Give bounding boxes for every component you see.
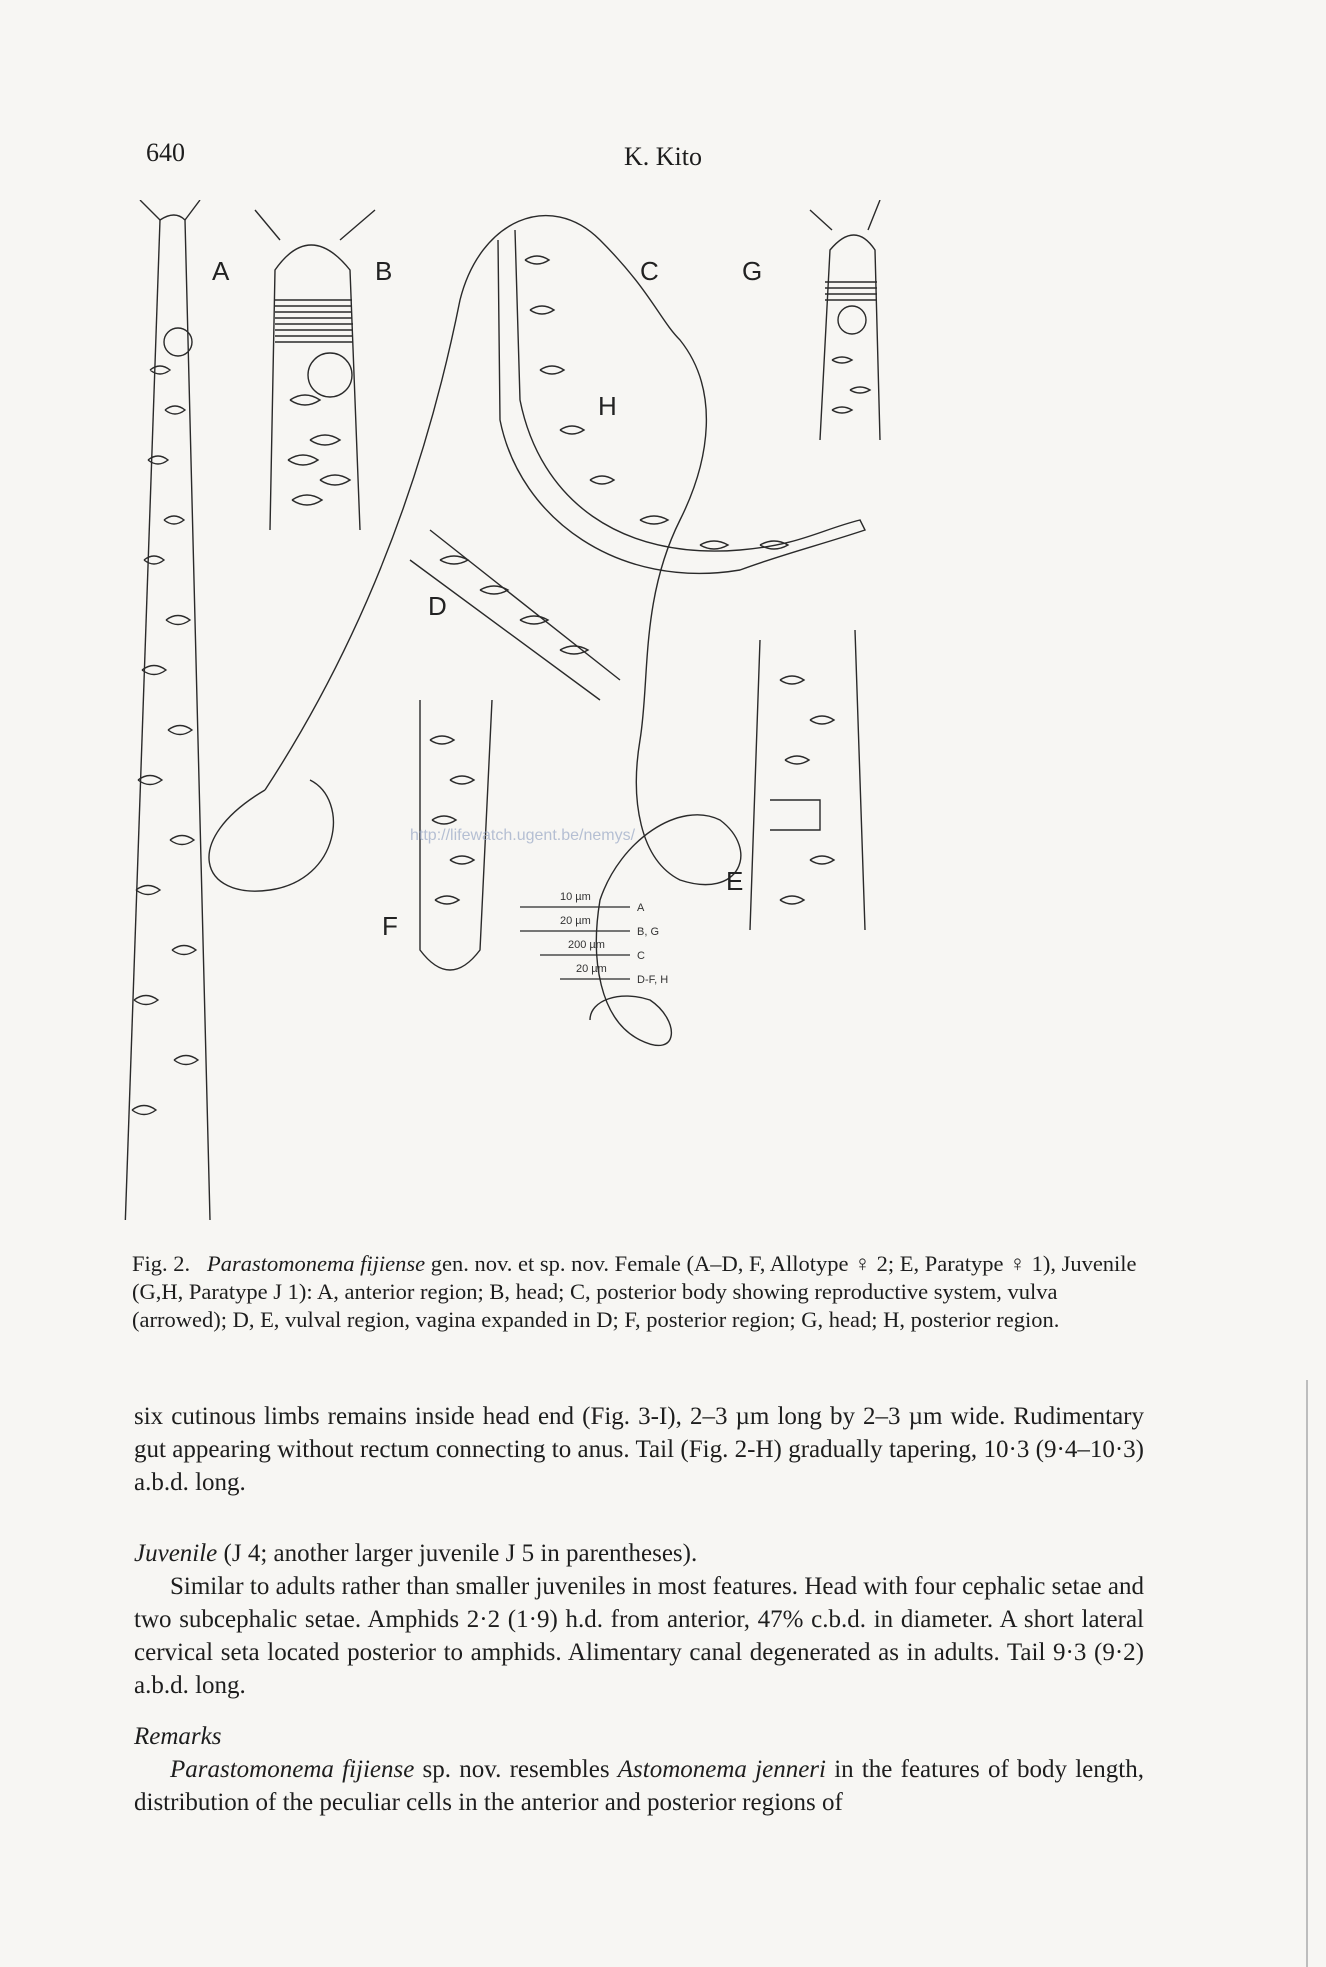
scale-bar-dfh-panels: D-F, H xyxy=(637,974,669,986)
scale-bar-bg-panels: B, G xyxy=(637,926,660,938)
scale-bar-dfh-value: 20 µm xyxy=(576,963,607,975)
panel-label-b: B xyxy=(375,256,393,286)
panel-label-e: E xyxy=(726,866,744,896)
panel-h-drawing xyxy=(498,230,865,573)
scale-bar-c-panels: C xyxy=(637,950,645,962)
scale-bar-a-panels: A xyxy=(637,902,645,914)
juvenile-text: Similar to adults rather than smaller juveniles in most features. Head with four cephalic setae and two subcephalic setae. Amphids 2·2 (1·9) h.d. from anterior, 47% c.b.d. in diameter. A short lateral cervical seta located posterior to amphids. Alimentary canal degenerated as in adults. Tail 9·3 (9·2) a.b.d. long. xyxy=(134,1573,1144,1699)
figure-2-drawing xyxy=(120,200,1120,1220)
panel-label-a: A xyxy=(212,256,230,286)
remarks-species-1: Parastomonema fijiense xyxy=(170,1756,415,1783)
panel-label-g: G xyxy=(742,256,763,286)
panel-label-d: D xyxy=(428,591,447,621)
remarks-text xyxy=(134,1753,1144,1819)
panel-e-drawing xyxy=(750,630,865,930)
remarks-species-2: Astomonema jenneri xyxy=(617,1756,826,1783)
caption-fig-label: Fig. 2. xyxy=(132,1251,191,1276)
remarks-rest: in the features of body length, distribution of the peculiar cells in the anterior and posterior regions of xyxy=(134,1756,1144,1816)
scale-bar-c-value: 200 µm xyxy=(568,939,605,951)
scale-bar-a-value: 10 µm xyxy=(560,891,591,903)
panel-g-drawing xyxy=(810,200,880,440)
figure-caption xyxy=(132,1250,1142,1334)
paragraph-remarks xyxy=(134,1720,1144,1819)
panel-a-drawing xyxy=(125,200,210,1220)
caption-species: Parastomonema fijiense xyxy=(207,1251,426,1276)
caption-text: gen. nov. et sp. nov. Female (A–D, F, Allotype ♀ 2; E, Paratype ♀ 1), Juvenile (G,H, Paratype J 1): A, anterior region; B, head; C, posterior body showing reproductive system, vulva (arrowed); D, E, vulval region, vagina expanded in D; F, posterior region; G, head; H, posterior region. xyxy=(132,1251,1137,1332)
juvenile-heading-rest: (J 4; another larger juvenile J 5 in parentheses). xyxy=(217,1540,698,1567)
remarks-heading: Remarks xyxy=(134,1723,222,1750)
paragraph-juvenile xyxy=(134,1537,1144,1702)
running-head-author: K. Kito xyxy=(624,142,702,171)
panel-c-drawing xyxy=(209,216,744,1046)
watermark-text: http://lifewatch.ugent.be/nemys/ xyxy=(410,827,636,844)
right-margin-rule xyxy=(1306,1380,1308,1967)
figure-2 xyxy=(120,200,1120,1220)
scale-bar-bg-value: 20 µm xyxy=(560,915,591,927)
juvenile-heading: Juvenile xyxy=(134,1540,218,1567)
panel-b-drawing xyxy=(255,210,375,530)
page-number: 640 xyxy=(146,138,185,167)
panel-label-c: C xyxy=(640,256,659,286)
panel-label-f: F xyxy=(382,911,398,941)
panel-label-h: H xyxy=(598,391,617,421)
paragraph-limbs: six cutinous limbs remains inside head end (Fig. 3-I), 2–3 µm long by 2–3 µm wide. Rudimentary gut appearing without rectum connecting to anus. Tail (Fig. 2-H) gradually tapering, 10·3 (9·4–10·3) a.b.d. long. xyxy=(134,1403,1144,1496)
remarks-mid: sp. nov. resembles xyxy=(414,1756,618,1783)
